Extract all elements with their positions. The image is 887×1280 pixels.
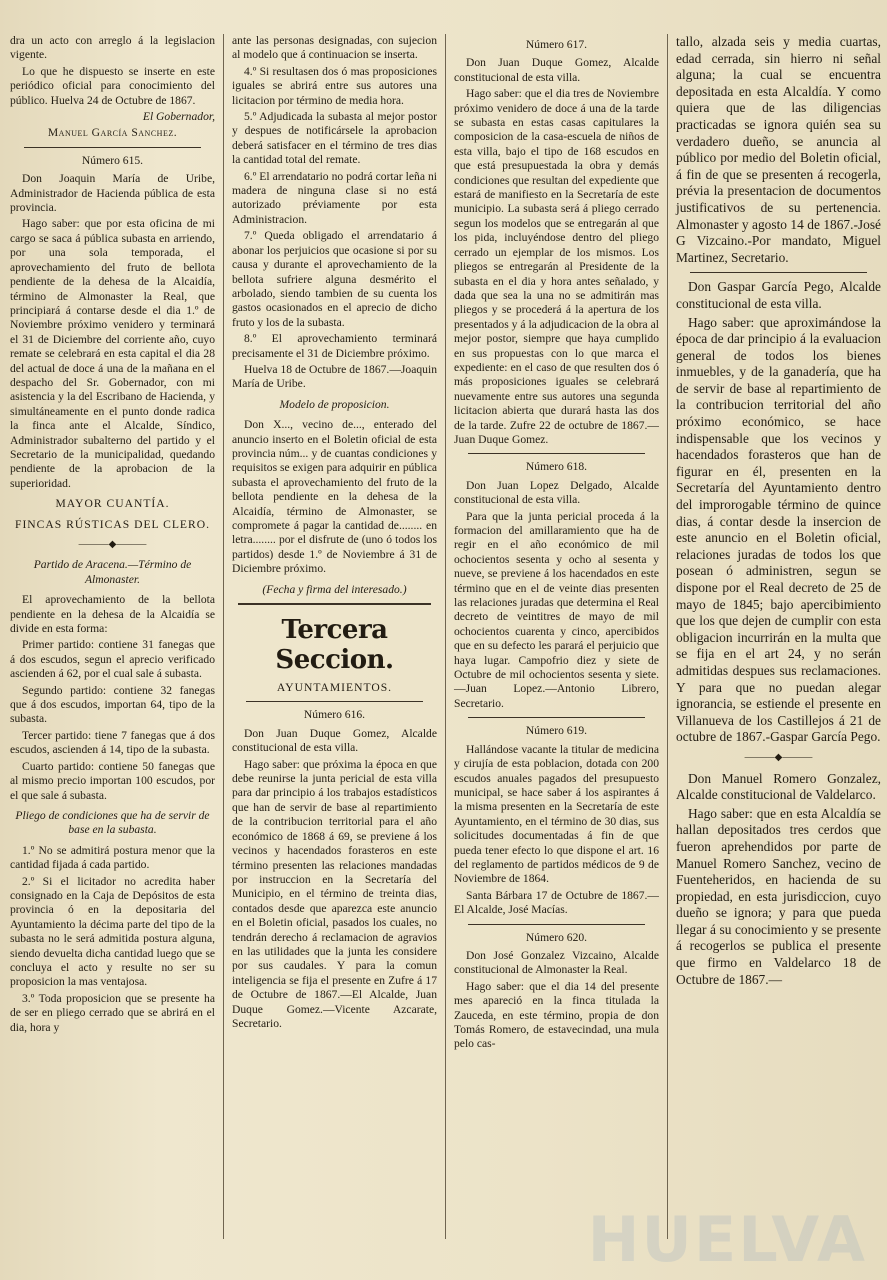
paragraph: Don Juan Duque Gomez, Alcalde constitucional de esta villa. bbox=[232, 726, 437, 755]
paragraph: 5.º Adjudicada la subasta al mejor postor y despues de notificársele la aprobacion deberá satisfacer en el término de tres dias la cantidad total del remate. bbox=[232, 110, 437, 167]
paragraph: 7.º Queda obligado el arrendatario á abonar los perjuicios que ocasione si por su causa y durante el aprovechamiento de la bellota sufriere alguna desmérito el arbolado, siendo tambien de su cuenta los gastos ocasionados en el aprecio de dicho fruto y los de la subasta. bbox=[232, 229, 437, 329]
signature-name: Manuel García Sanchez. bbox=[47, 126, 178, 140]
paragraph: Hago saber: que el dia tres de Noviembre próximo venidero de doce á una de la tarde se subasta en estas casas capitulares la composicion de la casa-escuela de niños de esta villa, bajo el tipo de 168 escudos en que está presupuestada la obra y demás condiciones que resultan del expediente que estará de manifiesto en la Secretaría de este municipio. La subasta será á pliego cerrado segun los modelos que se entregarán al que los pida, incluyéndose dentro del pliego cerrado un ejemplar de los mismos. Los pliegos se entregarán al Presidente de la subasta en el dia y hora antes señalado, y dada que sea la una no se admitirán mas pliegos y se procederá á la apertura de los presentados y á la adjudicacion de la obra al mejor postor, siempre que haya cumplido en sus propuestas con lo que marca el expediente: en el caso de que resulten dos ó más proposiciones iguales se celebrará nuevamente entre sus autores una segunda licitacion abierta que durará hasta las dos de la tarde. Zufre 22 de octubre de 1867.—Juan Duque Gomez. bbox=[454, 87, 659, 446]
watermark-logo: HUELVA bbox=[587, 1203, 867, 1276]
divider bbox=[468, 717, 645, 718]
notice-number: Número 616. bbox=[303, 708, 366, 722]
divider bbox=[238, 603, 431, 605]
notice-number: Número 620. bbox=[525, 930, 588, 944]
column-1 bbox=[10, 34, 215, 1239]
paragraph: Hago saber: que aproximándose la época de dar principio á la evaluacion general de todos los bienes inmuebles, y de la ganadería, que ha de servir de base al repartimiento de la contribucion territorial del año próximo económico, se hace indispensable que los vecinos y hacendados forasteros que han de figurar en él, presenten en la Secretaría del Ayuntamiento dentro del improrogable término de quince dias, á contar desde la insercion de este anuncio en el Boletin oficial, relaciones juradas de todos los que posean ó administren, segun se dispone por el Real decreto de 25 de mayo de 1845; bajo apercibimiento que los que dejen de cumplir con esta obligacion incurrirán en la multa que se fija en el art 24, y no serán admitidas despues sus reclamaciones. Y para que no puedan alegar ignorancia, se estiende el presente en Villanueva de los Castillejos á 21 de octubre de 1867.-Gaspar García Pego. bbox=[676, 314, 881, 745]
paragraph: Don Juan Duque Gomez, Alcalde constitucional de esta villa. bbox=[454, 56, 659, 84]
paragraph: Lo que he dispuesto se inserte en este periódico oficial para conocimiento del público. Huelva 24 de Octubre de 1867. bbox=[10, 64, 215, 107]
paragraph: Hago saber: que el dia 14 del presente mes apareció en la finca titulada la Zauceda, en este término, propia de don Tomás Romero, de estavecindad, una mula pelo cas- bbox=[454, 979, 659, 1051]
paragraph: Don Gaspar García Pego, Alcalde constitucional de esta villa. bbox=[676, 279, 881, 311]
paragraph: Don X..., vecino de..., enterado del anuncio inserto en el Boletin oficial de esta provincia núm... y de cuantas condiciones y requisitos se exigen para adquirir en pública subasta el aprovechamiento del fruto de la bellota pendiente en la dehesa de la Alcaidía, término de Almonaster, se compromete á pagar la cantidad de........ en letra........ por el disfrute de (uno ó todos los partidos) desde 1.º de Noviembre á 31 de Diciembre próximo. bbox=[232, 418, 437, 576]
paragraph: 4.º Si resultasen dos ó mas proposiciones iguales se abrirá entre sus autores una licitacion por término de media hora. bbox=[232, 64, 437, 107]
paragraph: Santa Bárbara 17 de Octubre de 1867.—El Alcalde, José Macías. bbox=[454, 888, 659, 917]
paragraph: Hago saber: que próxima la época en que debe reunirse la junta pericial de esta villa para dar principio á los trabajos estadísticos que han de servir de base al repartimiento de la contribucion territorial para el año económico de 1868 á 69, se previene á los vecinos y hacendados forasteros en este término presenten las relaciones mandadas por instruccion en la Secretaría del Municipio, en el término de treinta dias, contados desde que aparezca este anuncio en el Boletin oficial, pasados los cuales, no tendrán derecho á reclamacion de agravios en las utilidades que la junta les considere por sus caudales. Y para la comun inteligencia se fija el presente en Zufre á 17 de Octubre de 1867.—El Alcalde, Juan Duque Gomez.—Vicente Azcarate, Secretario. bbox=[232, 757, 437, 1030]
subheading: Partido de Aracena.—Término de Almonaster. bbox=[33, 558, 192, 586]
column-3 bbox=[445, 34, 659, 1239]
paragraph: Don José Gonzalez Vizcaino, Alcalde constitucional de Almonaster la Real. bbox=[454, 948, 659, 977]
paragraph: Segundo partido: contiene 32 fanegas que á dos escudos, importan 64, tipo de la subasta. bbox=[10, 683, 215, 726]
ornament: ———◆——— bbox=[744, 751, 813, 763]
paragraph: Para que la junta pericial proceda á la formacion del amillaramiento que ha de regir en el año económico de mil ochocientos sesenta y ocho al sesenta y nueve, se previene á los hacendados en este término que en el de veinte dias presenten las relaciones juradas que determina el Real decreto de veintitres de mayo de mil ochocientos cuarenta y cinco, apercibidos que en su defecto les parará el perjuicio que haya lugar. Campofrio diez y siete de Octubre de mil ochocientos sesenta y siete.—Juan Lopez.—Antonio Librero, Secretario. bbox=[454, 509, 659, 710]
column-4 bbox=[667, 34, 881, 1239]
paragraph: Hago saber: que en esta Alcaldía se hallan depositados tres cerdos que fueron aprehendidos por parte de Manuel Romero Sanchez, vecino de Fuenteheridos, en hacienda de su propiedad, en esta jurisdiccion, cuyo dueño se ignora; y para que pueda llegar á su conocimiento y se presente á recogerlos se publica el presente que firmo en Valdelarco 18 de Octubre de 1867.— bbox=[676, 805, 881, 987]
divider bbox=[246, 701, 423, 702]
notice-number: Número 615. bbox=[81, 153, 144, 167]
column-2 bbox=[223, 34, 437, 1239]
section-title: Tercera Seccion. bbox=[275, 615, 394, 676]
paragraph: Cuarto partido: contiene 50 fanegas que al mismo precio importan 100 escudos, por el que sale á subasta. bbox=[10, 759, 215, 802]
paragraph: 3.º Toda proposicion que se presente ha de ser en pliego cerrado que se abrirá en el dia, hora y bbox=[10, 991, 215, 1034]
subheading: Modelo de proposicion. bbox=[279, 397, 390, 411]
paragraph: El aprovechamiento de la bellota pendiente en la dehesa de la Alcaidía se divide en esta forma: bbox=[10, 593, 215, 636]
paragraph: Hallándose vacante la titular de medicina y cirujía de esta poblacion, dotada con 200 escudos anuales pagados del presupuesto municipal, se hace saber á los aspirantes á la misma presenten en la Secretaría de este Ayuntamiento, en el término de 30 dias, sus solicitudes documentadas á fin de que pueda tener efecto lo que dispone el art. 16 del reglamento de partidos médicos de 9 de Noviembre de 1864. bbox=[454, 742, 659, 886]
paragraph: Don Joaquin María de Uribe, Administrador de Hacienda pública de esta provincia. bbox=[10, 172, 215, 215]
paragraph: Primer partido: contiene 31 fanegas que á dos escudos, segun el aprecio verificado ascienden á 62, por el cual sale á subasta. bbox=[10, 638, 215, 681]
notice-number: Número 617. bbox=[525, 38, 588, 51]
paragraph: 6.º El arrendatario no podrá cortar leña ni madera de ninguna clase si no está autorizado préviamente por esta Administracion. bbox=[232, 169, 437, 226]
ornament: ———◆——— bbox=[78, 539, 147, 550]
paragraph: Huelva 18 de Octubre de 1867.—Joaquin María de Uribe. bbox=[232, 362, 437, 391]
paragraph: tallo, alzada seis y media cuartas, edad cerrada, sin hierro ni señal alguna; la cual se encuentra depositada en esta Alcaldía. Y como quiera que de las diligencias practicadas se ignora quién sea su verdadero dueño, se anuncia al público por medio del Boletin oficial, á fin de que se presenten á recogerla, prévia la presentacion de documentos justificativos de su pertenencia. Almonaster y agosto 14 de 1867.-José G Vizcaino.-Por mandato, Miguel Martinez, Secretario. bbox=[676, 34, 881, 265]
notice-number: Número 618. bbox=[525, 460, 588, 474]
subheading: AYUNTAMIENTOS. bbox=[276, 681, 393, 695]
paragraph: ante las personas designadas, con sujecion al modelo que á continuacion se inserta. bbox=[232, 34, 437, 62]
text-columns bbox=[10, 34, 881, 1239]
divider bbox=[690, 272, 867, 273]
paragraph: Hago saber: que por esta oficina de mi cargo se saca á pública subasta en arriendo, por una sola temporada, el aprovechamiento del fruto de bellota pendiente de la dehesa de la Alcaidía, término de Almonaster la Real, que principiará á contarse desde el dia 1.º de Noviembre próximo venidero y terminará el 31 de Diciembre del corriente año, cuyo remate se celebrará en esta capital el dia 28 del actual de doce á una de la mañana en el despacho del Sr. Gobernador, con mi asistencia y la del Escribano de Hacienda, y simultáneamente en el punto donde radica la finca ante el Alcalde, Síndico, Administrador subalterno del partido y el Secretario de la municipalidad, quedando pendiente de la aprobacion de la superioridad. bbox=[10, 217, 215, 490]
paragraph: 2.º Si el licitador no acredita haber consignado en la Caja de Depósitos de esta provincia ó en la depositaria del Ayuntamiento la décima parte del tipo de la subasta no le será admitida postura alguna, siendo devuelta dicha cantidad luego que se concluya el acto y resulte no ser su proposicion la mas ventajosa. bbox=[10, 874, 215, 989]
notice-number: Número 619. bbox=[525, 724, 588, 738]
divider bbox=[468, 453, 645, 454]
divider bbox=[24, 147, 201, 148]
subheading: FINCAS RÚSTICAS DEL CLERO. bbox=[15, 517, 210, 531]
paragraph: 8.º El aprovechamiento terminará precisamente el 31 de Diciembre próximo. bbox=[232, 332, 437, 360]
paragraph: Don Juan Lopez Delgado, Alcalde constitucional de esta villa. bbox=[454, 478, 659, 507]
paragraph: Tercer partido: tiene 7 fanegas que á dos escudos, ascienden á 14, tipo de la subasta. bbox=[10, 728, 215, 757]
paragraph: dra un acto con arreglo á la legislacion vigente. bbox=[10, 34, 215, 62]
subheading: (Fecha y firma del interesado.) bbox=[262, 582, 407, 596]
paragraph: 1.º No se admitirá postura menor que la cantidad fijada á cada partido. bbox=[10, 843, 215, 872]
divider bbox=[468, 924, 645, 925]
paragraph: Don Manuel Romero Gonzalez, Alcalde constitucional de Valdelarco. bbox=[676, 770, 881, 803]
subheading: Pliego de condiciones que ha de servir de base en la subasta. bbox=[15, 808, 210, 837]
signature-title: El Gobernador, bbox=[142, 110, 215, 124]
subheading: MAYOR CUANTÍA. bbox=[55, 497, 170, 511]
